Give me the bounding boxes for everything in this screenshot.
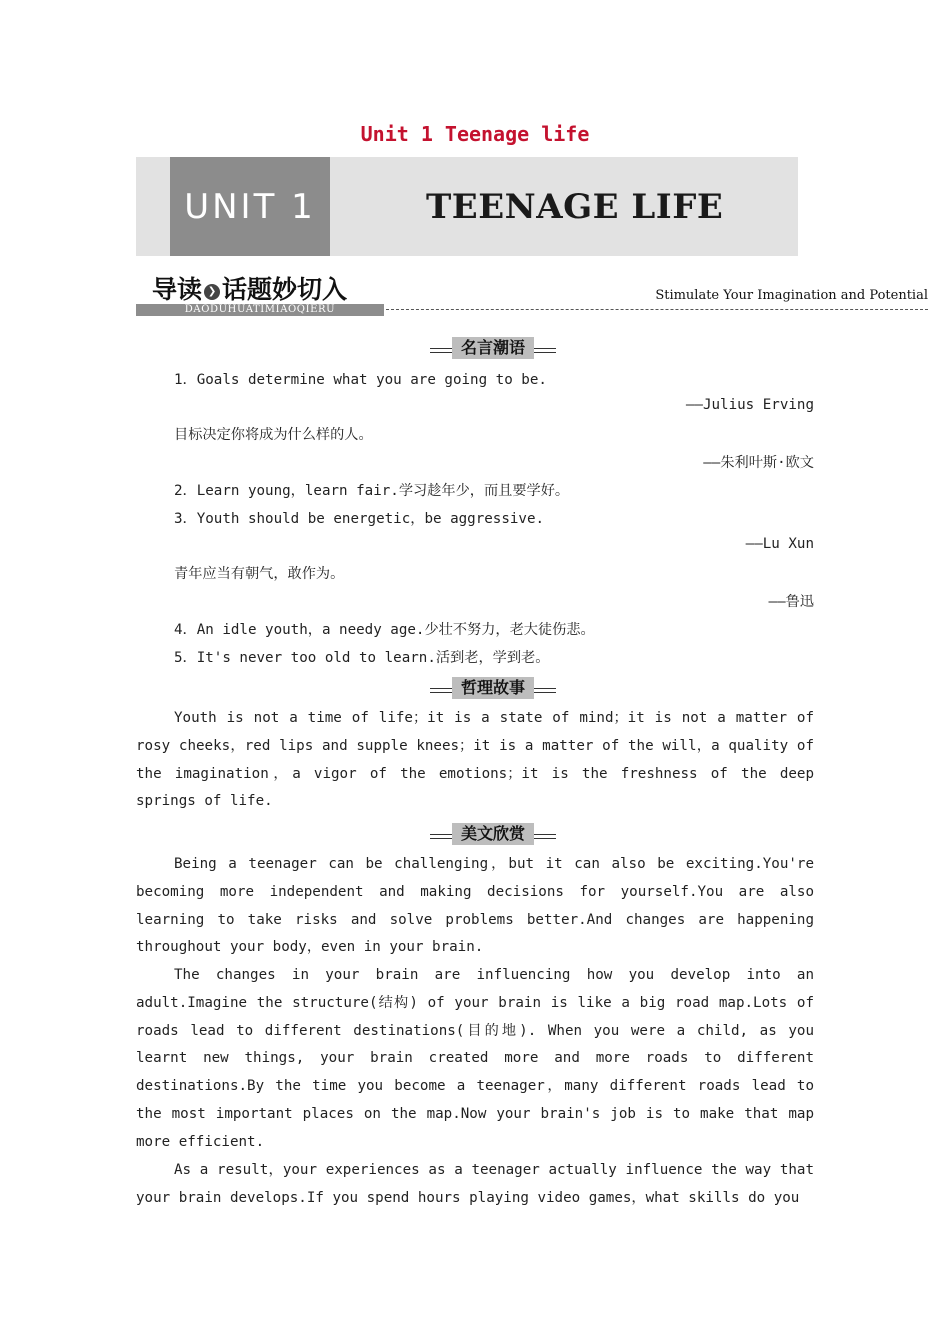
quote-translation: 目标决定你将成为什么样的人。 (174, 427, 373, 443)
section-heading-label: 美文欣赏 (452, 823, 534, 845)
section-heading-essay (430, 823, 556, 847)
story-paragraph: Youth is not a time of life；it is a state of mind；it is not a matter of rosy cheeks，red lips and supple knees；it is a matter of the will，a quality of the imagination，a vigor of the emotions；it is the freshness of the deep springs of life. (136, 710, 814, 810)
guide-title (152, 270, 347, 306)
quote-author: ——Julius Erving (685, 397, 814, 413)
quote-line: 3．Youth should be energetic，be aggressive. (174, 511, 545, 527)
arrow-right-icon: ❯ (204, 284, 220, 300)
quote-translation: 青年应当有朝气，敢作为。 (174, 566, 345, 582)
unit-number-block: UNIT 1 (170, 157, 330, 256)
guide-header (136, 270, 936, 320)
guide-pinyin: DAODUHUATIMIAOQIERU (136, 304, 384, 316)
guide-title-main: 导读 (152, 275, 203, 304)
section-heading-label: 名言潮语 (452, 337, 534, 359)
guide-title-topic: 话题妙切入 (222, 275, 348, 304)
quote-line: 1．Goals determine what you are going to be. (174, 372, 547, 388)
quote-author: ——鲁迅 (768, 594, 814, 610)
section-heading-quotes (430, 337, 556, 361)
guide-subtitle: Stimulate Your Imagination and Potential (655, 288, 928, 303)
quote-author: ——Lu Xun (745, 536, 814, 552)
dashed-divider (386, 309, 928, 310)
document-title: Unit 1 Teenage life (360, 122, 590, 146)
quote-author: ——朱利叶斯·欧文 (703, 455, 814, 471)
quote-line: 4．An idle youth，a needy age.少壮不努力，老大徒伤悲。 (174, 622, 595, 638)
quote-line: 5．It's never too old to learn.活到老，学到老。 (174, 650, 550, 666)
essay-paragraph-3: As a result，your experiences as a teenager actually influence the way that your brain develops.If you spend hours playing video games，what skills do you (136, 1162, 814, 1206)
quote-line: 2．Learn young，learn fair.学习趁年少，而且要学好。 (174, 483, 570, 499)
unit-banner (136, 157, 798, 256)
section-heading-story (430, 677, 556, 701)
essay-paragraph-1: Being a teenager can be challenging，but it can also be exciting.You're becoming more independent and making decisions for yourself.You are also learning to take risks and solve problems better.And changes are happening throughout your body，even in your brain. (136, 856, 814, 956)
unit-name: TEENAGE LIFE (426, 187, 724, 227)
essay-paragraph-2: The changes in your brain are influencing how you develop into an adult.Imagine the structure(结构) of your brain is like a big road map.Lots of roads lead to different destinations(目的地). When you were a child, as you learnt new things, your brain created more and more roads to different destinations.By the time you become a teenager，many different roads lead to the most important places on the map.Now your brain's job is to make that map more efficient. (136, 967, 814, 1150)
section-heading-label: 哲理故事 (452, 677, 534, 699)
